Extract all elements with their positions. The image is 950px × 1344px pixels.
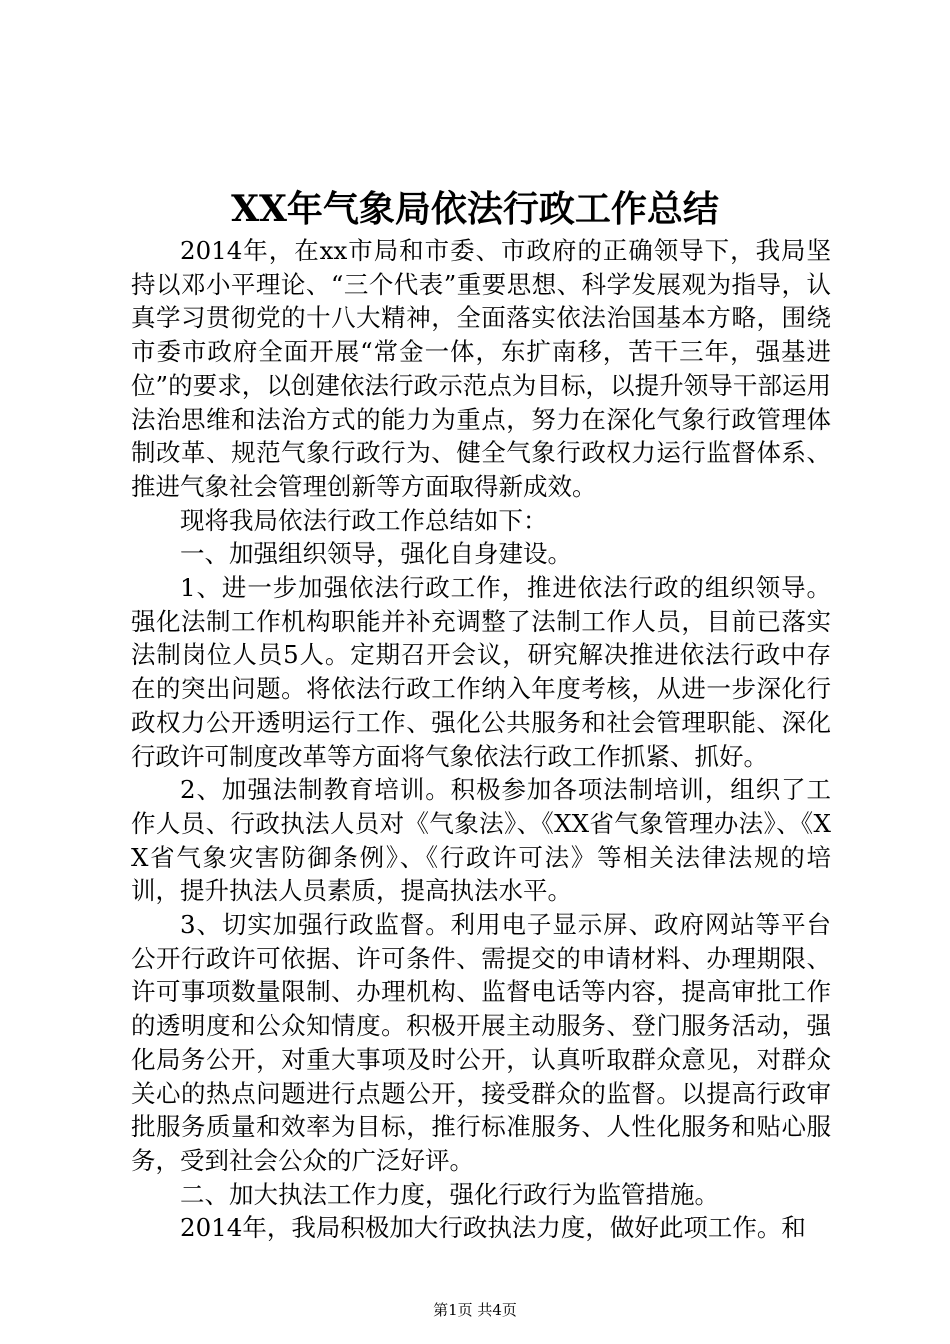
page-number-footer: 第1页 共4页 — [433, 1301, 517, 1319]
section-heading-1: 一、加强组织领导，强化自身建设。 — [180, 539, 572, 569]
document-body — [131, 234, 831, 1245]
document-title: XX年气象局依法行政工作总结 — [231, 188, 719, 230]
paragraph-section-2-start: 2014年，我局积极加大行政执法力度，做好此项工作。和 — [180, 1213, 806, 1243]
section-heading-2: 二、加大执法工作力度，强化行政行为监管措施。 — [180, 1179, 719, 1209]
paragraph-item-3: 3、切实加强行政监督。利用电子显示屏、政府网站等平台公开行政许可依据、许可条件、需提交的申请材料、办理期限、许可事项数量限制、办理机构、监督电话等内容，提高审批工作的透明度和公众知情度。积极开展主动服务、登门服务活动，强化局务公开，对重大事项及时公开，认真听取群众意见，对群众关心的热点问题进行点题公开，接受群众的监督。以提高行政审批服务质量和效率为目标，推行标准服务、人性化服务和贴心服务，受到社会公众的广泛好评。 — [131, 910, 831, 1175]
paragraph-summary-lead: 现将我局依法行政工作总结如下： — [180, 505, 548, 535]
paragraph-intro: 2014年，在xx市局和市委、市政府的正确领导下，我局坚持以邓小平理论、“三个代表”重要思想、科学发展观为指导，认真学习贯彻党的十八大精神，全面落实依法治国基本方略，围绕市委市政府全面开展“常金一体，东扩南移，苦干三年，强基进位”的要求，以创建依法行政示范点为目标，以提升领导干部运用法治思维和法治方式的能力为重点，努力在深化气象行政管理体制改革、规范气象行政行为、健全气象行政权力运行监督体系、推进气象社会管理创新等方面取得新成效。 — [131, 236, 831, 501]
paragraph-item-1: 1、进一步加强依法行政工作，推进依法行政的组织领导。强化法制工作机构职能并补充调整了法制工作人员，目前已落实法制岗位人员5人。定期召开会议，研究解决推进依法行政中存在的突出问题。将依法行政工作纳入年度考核，从进一步深化行政权力公开透明运行工作、强化公共服务和社会管理职能、深化行政许可制度改革等方面将气象依法行政工作抓紧、抓好。 — [131, 573, 831, 771]
paragraph-item-2: 2、加强法制教育培训。积极参加各项法制培训，组织了工作人员、行政执法人员对《气象法》、《XX省气象管理办法》、《XX省气象灾害防御条例》、《行政许可法》等相关法律法规的培训，提升执法人员素质，提高执法水平。 — [131, 775, 831, 906]
